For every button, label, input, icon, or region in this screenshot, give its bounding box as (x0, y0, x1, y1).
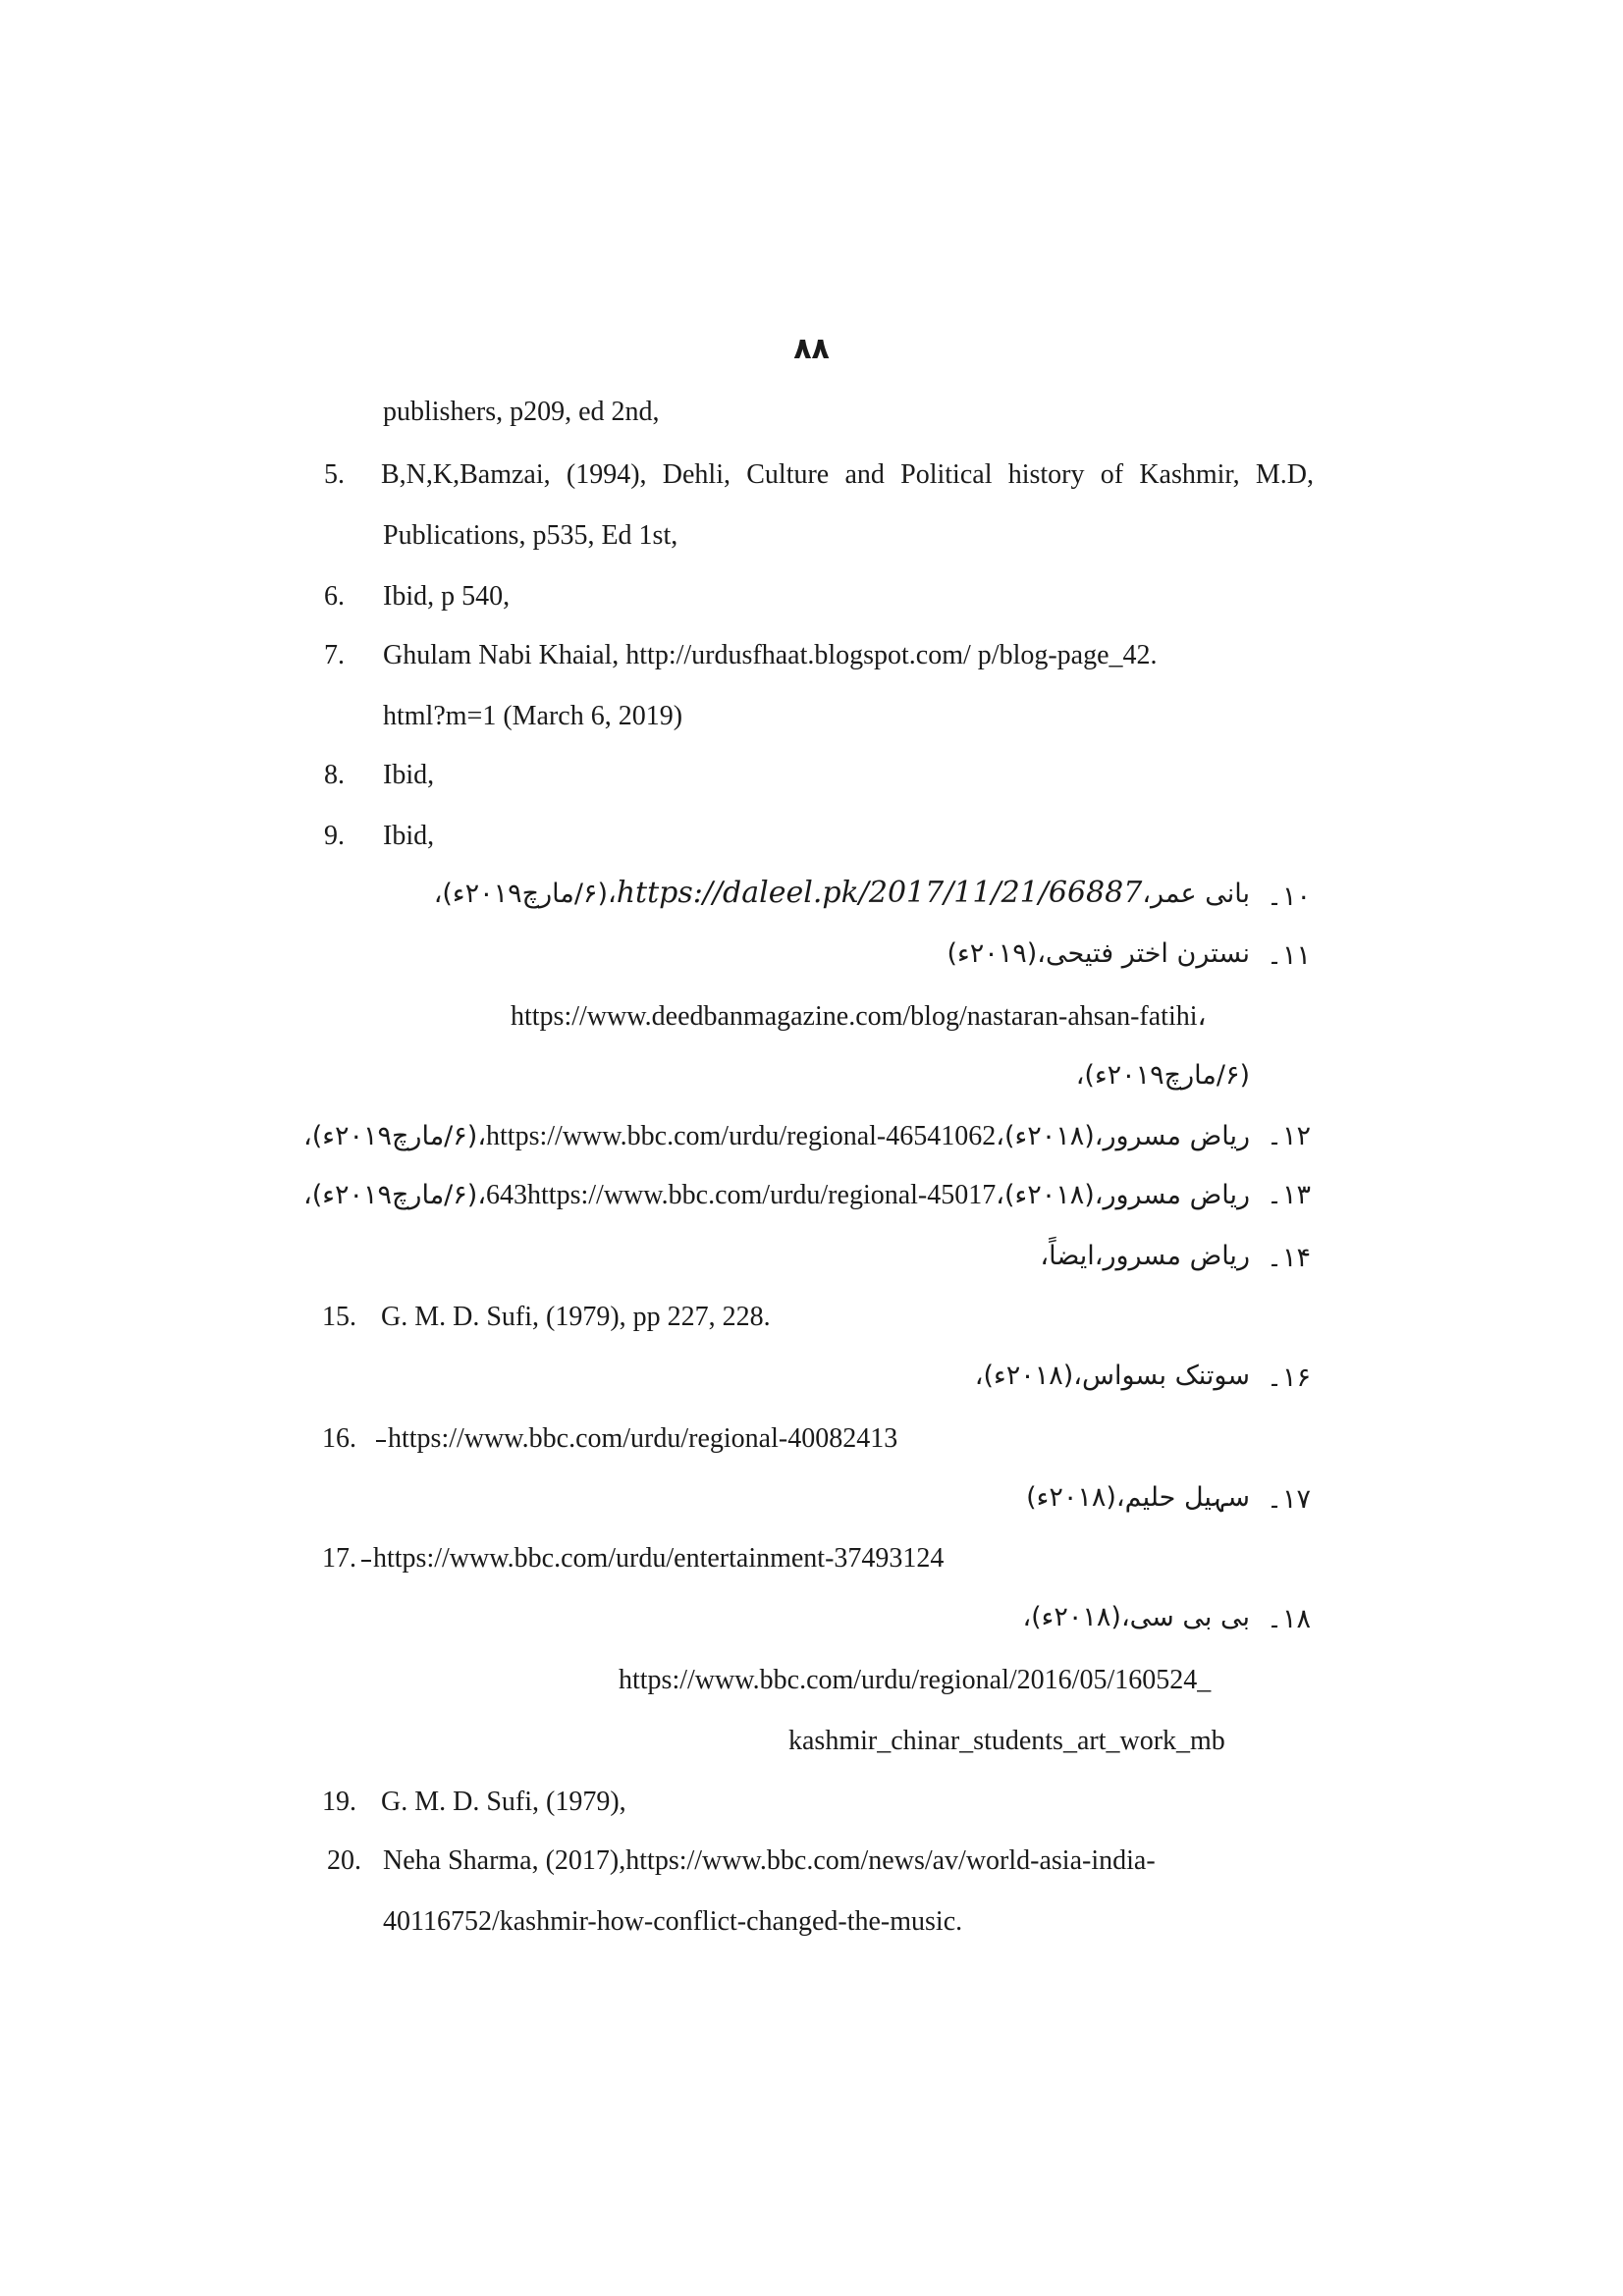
ref-14-number: ۱۴۔ (1267, 1243, 1311, 1273)
ref-13-date: ،(۶/مارچ۲۰۱۹ء)، (303, 1180, 487, 1210)
ref-12-author: ریاض مسرور،(۲۰۱۸ء)، (996, 1121, 1250, 1151)
ref-11-number: ۱۱۔ (1267, 940, 1311, 971)
ref-20-line-2: 40116752/kashmir-how-conflict-changed-the-music. (383, 1906, 963, 1937)
ref-8-number: 8. (324, 760, 345, 790)
ref-18-number: ۱۸۔ (1267, 1604, 1311, 1634)
ref-10-url: https://daleel.pk/2017/11/21/66887 (616, 876, 1143, 910)
ref-5-line-2: Publications, p535, Ed 1st, (383, 520, 678, 551)
ref-18-url-line-1: https://www.bbc.com/urdu/regional/2016/05/160524_ (619, 1665, 1212, 1695)
ref-12-url: https://www.bbc.com/urdu/regional-46541062 (486, 1121, 997, 1151)
ref-12-number: ۱۲۔ (1267, 1121, 1311, 1151)
ref-6-text: Ibid, p 540, (383, 581, 511, 612)
ref-17-urdu-number: ۱۷۔ (1267, 1484, 1311, 1515)
ref-16-text (376, 1421, 897, 1457)
ref-15-text: G. M. D. Sufi, (1979), pp 227, 228. (381, 1302, 771, 1332)
ref-13-number: ۱۳۔ (1267, 1180, 1311, 1210)
ref-13-entry (303, 1178, 1250, 1213)
ref-4-continuation: publishers, p209, ed 2nd, (383, 397, 660, 427)
ref-17-number: 17. (322, 1543, 356, 1574)
ref-15-number: 15. (322, 1302, 356, 1332)
ref-16-url: https://www.bbc.com/urdu/regional-40082413 (388, 1423, 898, 1454)
ref-7-line-1: Ghulam Nabi Khaial, http://urdusfhaat.blogspot.com/ p/blog-page_42. (383, 640, 1158, 670)
ref-12-date: ،(۶/مارچ۲۰۱۹ء)، (303, 1121, 487, 1151)
ref-10-date: ،(۶/مارچ۲۰۱۹ء)، (433, 879, 617, 909)
page-number: ۸۸ (793, 332, 830, 366)
dash-mark (376, 1440, 386, 1442)
ref-5-number: 5. (324, 459, 345, 490)
ref-9-number: 9. (324, 821, 345, 851)
ref-13-author: ریاض مسرور،(۲۰۱۸ء)، (996, 1180, 1250, 1210)
ref-13-url: 643https://www.bbc.com/urdu/regional-45017 (486, 1180, 997, 1210)
ref-10-entry (434, 876, 1250, 912)
ref-5-line-1: B,N,K,Bamzai, (1994), Dehli, Culture and Political history of Kashmir, M.D, (381, 459, 1314, 490)
ref-7-number: 7. (324, 640, 345, 670)
ref-6-number: 6. (324, 581, 345, 612)
ref-9-text: Ibid, (383, 821, 435, 851)
ref-14-text: ریاض مسرور،ایضاً، (1040, 1241, 1250, 1271)
ref-19-text: G. M. D. Sufi, (1979), (381, 1787, 626, 1817)
ref-16-urdu-text: سوتنک بسواس،(۲۰۱۸ء)، (974, 1361, 1250, 1391)
ref-17-urdu-text: سہیل حلیم،(۲۰۱۸ء) (1026, 1482, 1250, 1513)
ref-18-url-line-2: kashmir_chinar_students_art_work_mb (788, 1726, 1225, 1756)
ref-19-number: 19. (322, 1787, 356, 1817)
ref-20-line-1: Neha Sharma, (2017),https://www.bbc.com/news/av/world-asia-india- (383, 1845, 1156, 1876)
ref-11-url: https://www.deedbanmagazine.com/blog/nastaran-ahsan-fatihi، (511, 1001, 1207, 1032)
ref-18-author: بی بی سی،(۲۰۱۸ء)، (1022, 1602, 1250, 1632)
ref-12-entry (303, 1119, 1250, 1154)
dash-mark (361, 1560, 371, 1562)
ref-11-author: نسترن اختر فتیحی،(۲۰۱۹ء) (947, 938, 1250, 969)
ref-17-url: https://www.bbc.com/urdu/entertainment-37493124 (373, 1543, 945, 1574)
ref-8-text: Ibid, (383, 760, 435, 790)
ref-20-number: 20. (327, 1845, 361, 1876)
ref-16-number: 16. (322, 1423, 356, 1454)
ref-10-number: ۱۰۔ (1267, 881, 1311, 912)
ref-7-line-2: html?m=1 (March 6, 2019) (383, 701, 683, 731)
ref-10-author: بانی عمر، (1142, 879, 1250, 909)
ref-17-text (361, 1541, 944, 1576)
ref-11-date: (۶/مارچ۲۰۱۹ء)، (1075, 1060, 1250, 1091)
ref-16-urdu-number: ۱۶۔ (1267, 1362, 1311, 1393)
